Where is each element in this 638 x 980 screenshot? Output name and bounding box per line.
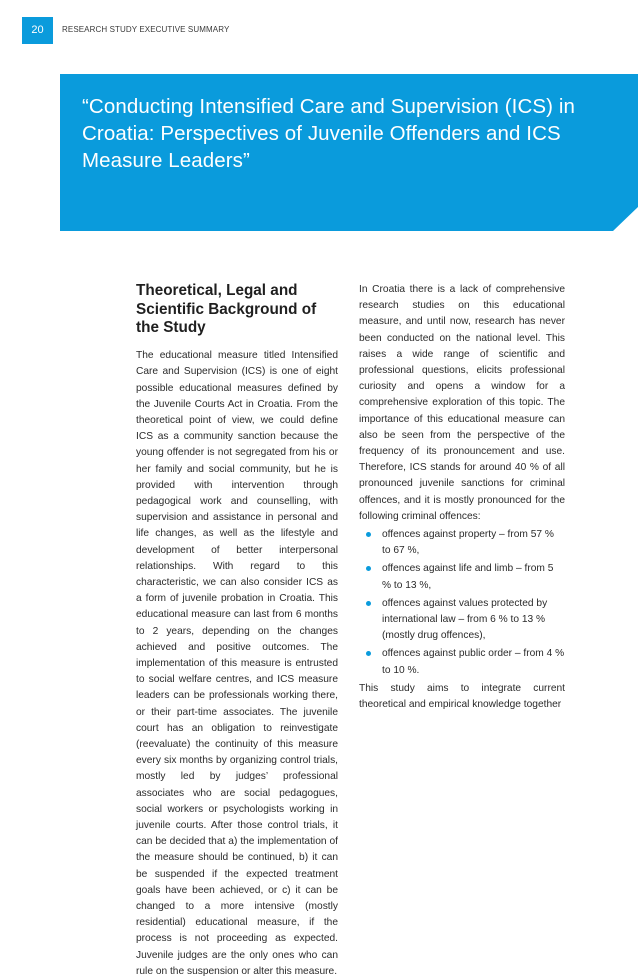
bullet-icon bbox=[366, 651, 371, 656]
running-head: RESEARCH STUDY EXECUTIVE SUMMARY bbox=[62, 25, 230, 34]
bullet-icon bbox=[366, 566, 371, 571]
text-column-right bbox=[359, 282, 565, 713]
body-paragraph-3: This study aims to integrate current theoretical and empirical knowledge together bbox=[359, 682, 565, 711]
list-item bbox=[359, 527, 565, 559]
document-title: “Conducting Intensified Care and Supervision (ICS) in Croatia: Perspectives of Juvenile Offenders and ICS Measure Leaders” bbox=[82, 95, 575, 172]
offence-list bbox=[359, 527, 565, 679]
text-column-left bbox=[136, 282, 338, 980]
list-item bbox=[359, 561, 565, 593]
title-banner bbox=[0, 74, 638, 231]
list-item bbox=[359, 646, 565, 678]
list-item bbox=[359, 596, 565, 645]
list-item-text: offences against public order – from 4 % to 10 %. bbox=[382, 648, 565, 676]
bullet-icon bbox=[366, 532, 371, 537]
list-item-text: offences against values protected by international law – from 6 % to 13 % (mostly drug offences), bbox=[382, 597, 548, 642]
section-heading: Theoretical, Legal and Scientific Background of the Study bbox=[136, 282, 317, 337]
list-item-text: offences against property – from 57 % to 67 %, bbox=[382, 529, 554, 557]
body-paragraph-1: The educational measure titled Intensified Care and Supervision (ICS) is one of eight possible educational measures defined by the Juvenile Courts Act in Croatia. From the theoretical point of view, we could define ICS as a community sanction because the young offender is not segregated from his or her family and social community, but he is provided with intervention through pedagogical work and counselling, with supervision and assistance in personal and life changes, as well as the lifestyle and development of better interpersonal relationships. With regard to this characteristic, we can also consider ICS as a form of juvenile probation in Croatia. This educational measure can last from 6 months to 2 years, depending on the changes achieved and positive outcomes. The implementation of this measure is entrusted to social welfare centres, and ICS measure leaders can be professionals working there, or their part-time associates. The juvenile court has an obligation to reinvestigate (reevaluate) the continuity of this measure every six months by organizing control trials, mostly led by judges’ professional associates who are social pedagogues, social workers or psychologists working in juvenile courts. After those control trials, it can be decided that a) the implementation of the measure should be continued, b) it can be suspended if the expected treatment goals have been achieved, or c) it can be changed to a more intensive (mostly residential) educational measure, if the process is not proceeding as expected. Juvenile judges are the only ones who can rule on the suspension or alter this measure. bbox=[136, 350, 338, 977]
body-paragraph-2: In Croatia there is a lack of comprehensive research studies on this educational measure, and until now, research has never been conducted on the national level. This raises a wide range of scientific and professional questions, elicits professional curiosity and opens a window for a comprehensive exploration of this topic. The importance of this educational measure can also be seen from the perspective of the frequency of its pronouncement and use. Therefore, ICS stands for around 40 % of all pronounced juvenile sanctions for criminal offences, and it is mostly pronounced for the following criminal offences: bbox=[359, 284, 565, 522]
page-number-badge: 20 bbox=[22, 17, 53, 44]
bullet-icon bbox=[366, 601, 371, 606]
list-item-text: offences against life and limb – from 5 % to 13 %, bbox=[382, 563, 554, 591]
